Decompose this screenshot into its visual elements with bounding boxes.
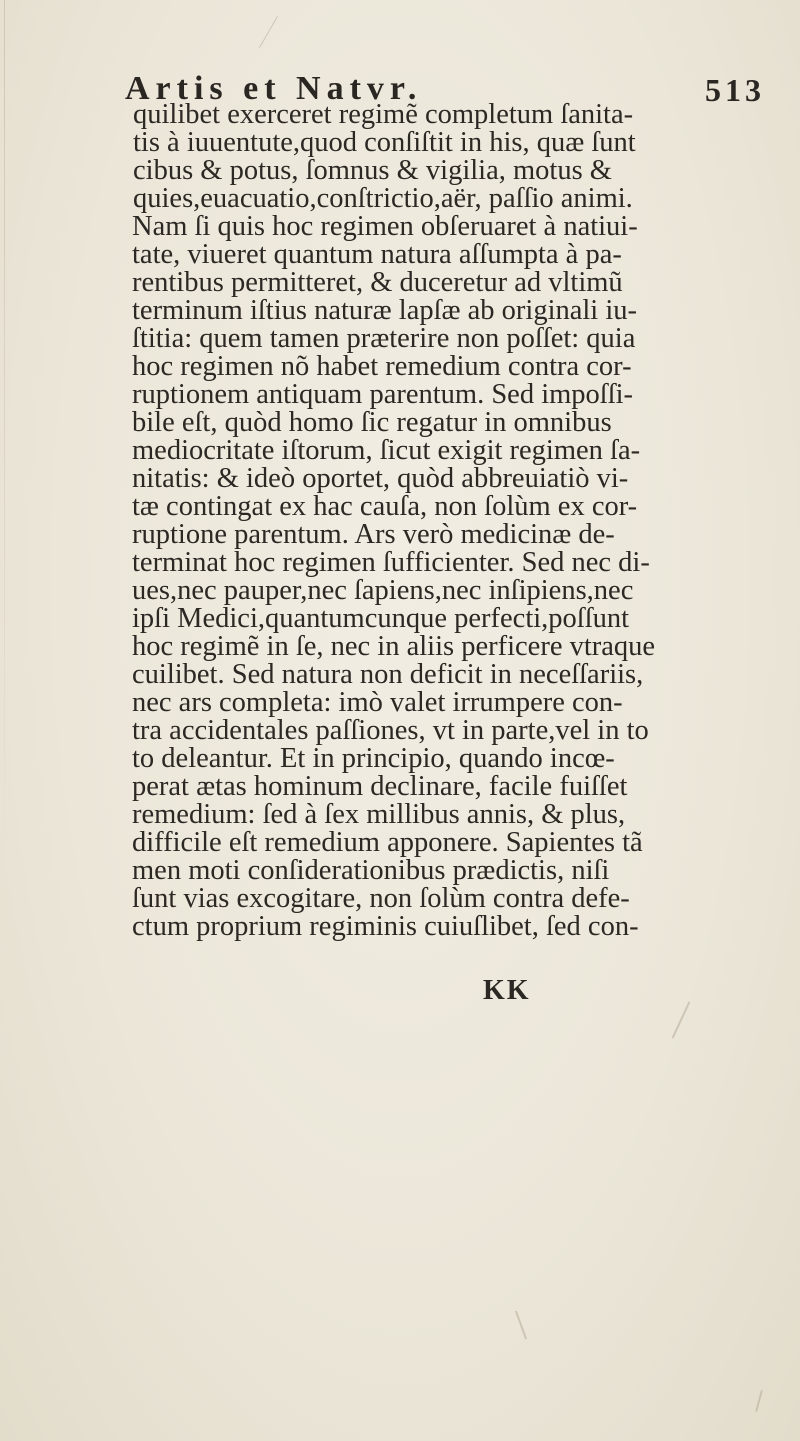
text-line: cibus & potus, ſomnus & vigilia, motus & [133,155,612,186]
signature-mark: KK [483,975,531,1006]
paper-mark [259,16,278,48]
text-line: ues,nec pauper,nec ſapiens,nec inſipiens,nec [132,575,634,606]
paper-mark [755,1390,763,1412]
text-line: ctum proprium regiminis cuiuſlibet, ſed con- [132,911,639,942]
text-line: ruptione parentum. Ars verò medicinæ de- [132,519,615,550]
text-line: terminat hoc regimen ſufficienter. Sed nec di- [132,547,650,578]
page-edge-shadow [4,0,5,900]
text-line: ſunt vias excogitare, non ſolùm contra defe- [132,883,630,914]
running-head: Artis et Natvr. [125,70,423,107]
text-line: tate, viueret quantum natura aſſumpta à pa- [132,239,622,270]
text-line: terminum iſtius naturæ lapſæ ab originali iu- [132,295,638,326]
text-line: perat ætas hominum declinare, facile fuiſſet [132,771,628,802]
text-line: mediocritate iſtorum, ſicut exigit regimen ſa- [132,435,641,466]
text-line: hoc regimẽ in ſe, nec in aliis perficere vtraque [132,631,656,662]
page-number: 513 [705,72,765,108]
text-line: tra accidentales paſſiones, vt in parte,vel in to [132,715,649,746]
text-line: remedium: ſed à ſex millibus annis, & plus, [132,799,626,830]
text-line: difficile eſt remedium apponere. Sapientes tã [132,827,643,858]
text-line: tæ contingat ex hac cauſa, non ſolùm ex cor- [132,491,638,522]
text-line: to deleantur. Et in principio, quando incœ- [132,743,615,774]
text-line: Nam ſi quis hoc regimen obſeruaret à natiui- [132,211,638,242]
paper-mark [515,1311,527,1340]
text-line: rentibus permitteret, & duceretur ad vltimũ [132,267,623,298]
text-line: ruptionem antiquam parentum. Sed impoſſi- [132,379,634,410]
paper-mark [672,1001,691,1038]
text-line: nec ars completa: imò valet irrumpere con- [132,687,623,718]
text-line: men moti conſiderationibus prædictis, niſi [132,855,610,886]
text-line: quilibet exerceret regimẽ completum ſanita- [133,99,634,130]
text-line: quies,euacuatio,conſtrictio,aër, paſſio animi. [133,183,633,214]
text-line: tis à iuuentute,quod conſiſtit in his, quæ ſunt [133,127,636,158]
text-line: ipſi Medici,quantumcunque perfecti,poſſunt [132,603,630,634]
text-line: nitatis: & ideò oportet, quòd abbreuiatiò vi- [132,463,629,494]
text-line: ſtitia: quem tamen præterire non poſſet: quia [132,323,636,354]
text-line: hoc regimen nõ habet remedium contra cor- [132,351,632,382]
text-line: cuilibet. Sed natura non deficit in neceſſariis, [132,659,644,690]
text-line: bile eſt, quòd homo ſic regatur in omnibus [132,407,612,438]
